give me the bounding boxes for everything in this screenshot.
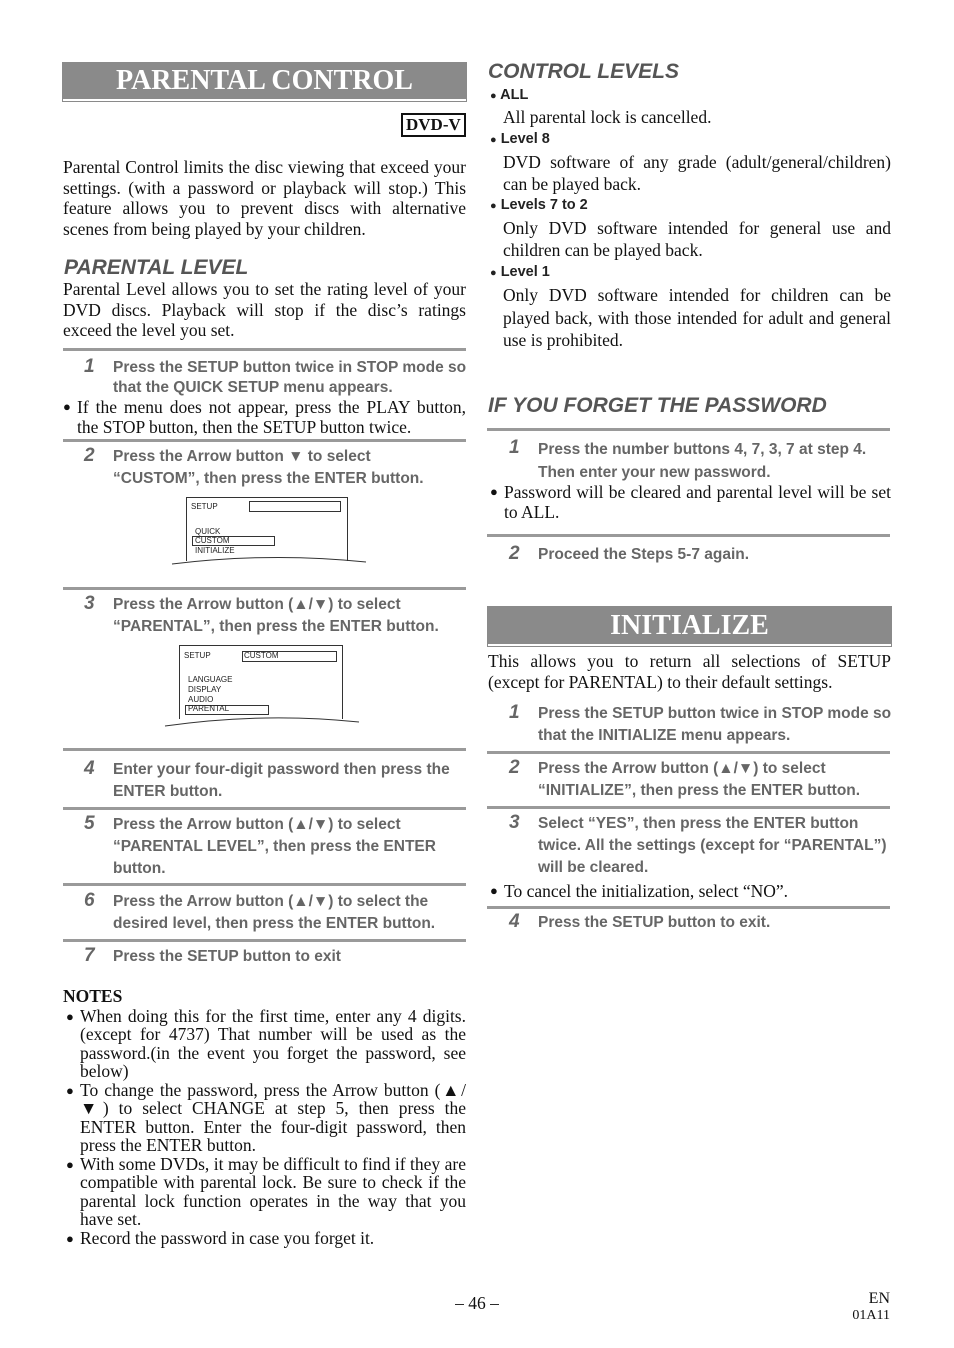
divider (63, 883, 466, 886)
forget-password-heading: IF YOU FORGET THE PASSWORD (488, 394, 827, 417)
divider (487, 428, 890, 431)
step-text: Press the SETUP button to exit (113, 948, 341, 965)
note-item: ● Record the password in case you forget it. (66, 1228, 375, 1248)
step-number: 1 (84, 356, 95, 377)
divider (63, 807, 466, 810)
step-number: 3 (84, 593, 95, 614)
step-number: 2 (84, 445, 95, 466)
page-number: – 46 – (455, 1293, 499, 1313)
doc-code: 01A11 (852, 1308, 890, 1323)
bullet-icon: ● (63, 399, 71, 414)
divider (487, 806, 890, 809)
parental-control-title: PARENTAL CONTROL (63, 63, 466, 101)
screen-title-box (249, 501, 341, 512)
step-number: 5 (84, 813, 95, 834)
bullet-icon: ● (490, 134, 497, 146)
step-number: 1 (509, 437, 520, 458)
menu-item: AUDIO (188, 695, 214, 704)
initialize-intro: This allows you to return all selections of SETUP (except for PARENTAL) to their default settings. (488, 651, 891, 692)
level-desc: DVD software of any grade (adult/general/children) can be played back. (503, 152, 891, 194)
menu-item: CUSTOM (195, 536, 230, 545)
step-number: 4 (84, 758, 95, 779)
bullet-icon: ● (490, 90, 497, 102)
step-text: Proceed the Steps 5-7 again. (538, 546, 750, 563)
level-desc: Only DVD software intended for children can be played back, with those intended for adult and general use is prohibited. (503, 285, 891, 350)
step-text: Press the Arrow button (▲/▼) to select “PARENTAL”, then press the ENTER button. (113, 596, 439, 635)
bullet-icon: ● (490, 484, 498, 499)
menu-item: LANGUAGE (188, 675, 233, 684)
step-note: ● To cancel the initialization, select “NO”. (490, 881, 788, 901)
level-desc: All parental lock is cancelled. (503, 107, 712, 127)
screen-title: SETUP (191, 502, 218, 511)
level-label: ● Levels 7 to 2 (490, 197, 588, 213)
step-text: Enter your four-digit password then press the ENTER button. (113, 761, 450, 800)
step-text: Press the number buttons 4, 7, 3, 7 at step 4. Then enter your new password. (538, 441, 867, 481)
divider (487, 906, 890, 909)
language-code: EN (868, 1290, 890, 1307)
divider (63, 348, 466, 351)
divider (63, 748, 466, 751)
divider (487, 751, 890, 754)
bullet-icon: ● (66, 1231, 74, 1246)
note-item: ● To change the password, press the Arrow button (▲/▼) to select CHANGE at step 5, then press the ENTER button. Enter the four-digit password, then press the ENTER button. (66, 1080, 466, 1155)
dvd-v-badge: DVD-V (401, 113, 466, 137)
divider (63, 939, 466, 942)
step-number: 1 (509, 702, 520, 723)
parental-intro: Parental Control limits the disc viewing that exceed your settings. (with a password or playback will stop.) This feature allows you to prevent discs with alternative scenes from being played by your children. (63, 157, 466, 239)
bullet-icon: ● (490, 267, 497, 279)
parental-level-heading: PARENTAL LEVEL (64, 256, 249, 279)
step-text: Select “YES”, then press the ENTER button twice. All the settings (except for “PARENTAL”) will be cleared. (538, 815, 887, 876)
screen-bottom-curve (170, 548, 370, 568)
step-text: Press the SETUP button twice in STOP mode so that the QUICK SETUP menu appears. (113, 359, 467, 396)
step-number: 3 (509, 812, 520, 833)
screen-title: SETUP (184, 651, 211, 660)
note-item: ● When doing this for the first time, enter any 4 digits. (except for 4737) That number will be used as the password.(in the event you forget the password, see below) (66, 1006, 466, 1081)
menu-item: DISPLAY (188, 685, 222, 694)
step-number: 2 (509, 757, 520, 778)
parental-level-text: Parental Level allows you to set the rating level of your DVD discs. Playback will stop if the disc’s ratings exceed the level you set. (63, 279, 466, 340)
step-text: Press the Arrow button (▲/▼) to select “INITIALIZE”, then press the ENTER button. (538, 760, 861, 799)
control-levels-heading: CONTROL LEVELS (488, 60, 679, 83)
step-number: 4 (509, 911, 520, 932)
step-number: 7 (84, 945, 95, 966)
step-text: Press the SETUP button twice in STOP mode so that the INITIALIZE menu appears. (538, 705, 892, 744)
step-number: 2 (509, 543, 520, 564)
notes-heading: NOTES (63, 986, 123, 1006)
screen-bottom-curve (163, 708, 363, 730)
level-label: ● ALL (490, 87, 529, 103)
step-note: ● Password will be cleared and parental level will be set to ALL. (490, 482, 891, 522)
menu-item: QUICK (195, 527, 221, 536)
menu-item: INITIALIZE (195, 546, 235, 555)
divider (63, 439, 466, 442)
step-text: Press the Arrow button ▼ to select “CUSTOM”, then press the ENTER button. (113, 448, 424, 487)
bullet-icon: ● (66, 1157, 74, 1172)
step-number: 6 (84, 890, 95, 911)
divider (487, 534, 890, 537)
bullet-icon: ● (66, 1009, 74, 1024)
screen-tab: CUSTOM (244, 651, 279, 660)
step-text: Press the Arrow button (▲/▼) to select “PARENTAL LEVEL”, then press the ENTER button. (113, 816, 436, 877)
bullet-icon: ● (490, 883, 498, 898)
step-text: Press the Arrow button (▲/▼) to select the desired level, then press the ENTER button. (113, 893, 436, 932)
divider (63, 587, 466, 590)
note-item: ● With some DVDs, it may be difficult to find if they are compatible with parental lock. Be sure to check if the parental lock function operates in the way that you have set. (66, 1154, 466, 1229)
level-desc: Only DVD software intended for general use and children can be played back. (503, 218, 891, 260)
initialize-title: INITIALIZE (488, 607, 891, 646)
level-label: ● Level 8 (490, 131, 550, 147)
bullet-icon: ● (66, 1083, 74, 1098)
menu-item: PARENTAL (188, 704, 230, 713)
level-label: ● Level 1 (490, 264, 550, 280)
step-note: ● If the menu does not appear, press the PLAY button, the STOP button, then the SETUP button twice. (63, 397, 466, 437)
bullet-icon: ● (490, 200, 497, 212)
step-text: Press the SETUP button to exit. (538, 914, 771, 931)
